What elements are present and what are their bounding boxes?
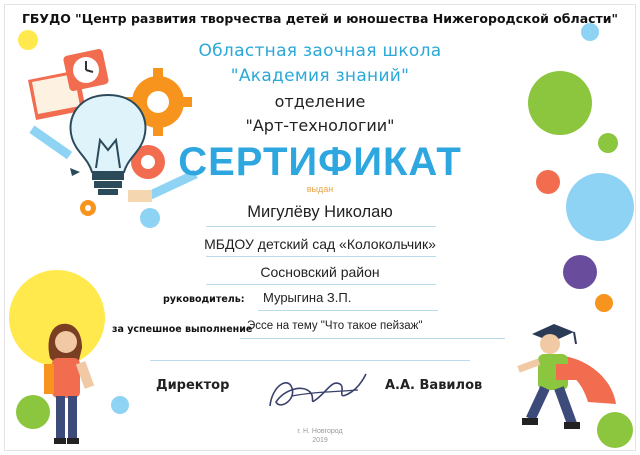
certificate-title: СЕРТИФИКАТ xyxy=(178,140,462,184)
institution-name: МБДОУ детский сад «Колокольчик» xyxy=(204,236,436,252)
divider-line xyxy=(258,310,438,311)
issued-label: выдан xyxy=(306,184,334,194)
city-label: г. Н. Новгород xyxy=(297,428,343,435)
year-label: 2019 xyxy=(312,437,328,444)
achievement-label: за успешное выполнение xyxy=(112,324,253,335)
director-label: Директор xyxy=(156,378,230,393)
divider-line xyxy=(206,284,436,285)
divider-line xyxy=(206,226,436,227)
circle-orange-small xyxy=(595,294,613,312)
student-illustration xyxy=(504,316,624,444)
supervisor-name: Мурыгина З.П. xyxy=(263,290,352,305)
school-name: Областная заочная школа xyxy=(198,41,442,61)
department-label: отделение xyxy=(274,92,366,111)
district-name: Сосновский район xyxy=(260,264,380,280)
department-name: "Арт-технологии" xyxy=(245,116,395,135)
divider-line xyxy=(206,256,436,257)
divider-line xyxy=(150,360,470,361)
recipient-name: Мигулёву Николаю xyxy=(247,203,393,221)
director-signature xyxy=(262,366,372,420)
achievement-text: Эссе на тему "Что такое пейзаж" xyxy=(247,320,423,332)
director-name: А.А. Вавилов xyxy=(385,378,483,393)
supervisor-label: руководитель: xyxy=(163,294,245,305)
divider-line xyxy=(240,338,505,339)
organization-name: ГБУДО "Центр развития творчества детей и юношества Нижегородской области" xyxy=(21,11,619,26)
academy-name: "Академия знаний" xyxy=(230,66,410,86)
